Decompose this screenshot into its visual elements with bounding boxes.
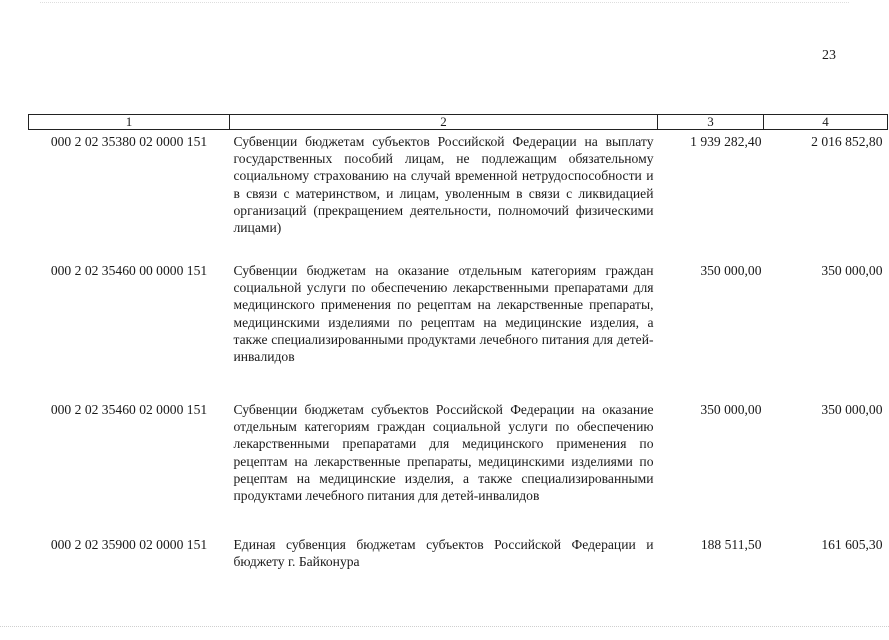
amount-col4-cell: 161 605,30	[821, 537, 883, 552]
budget-code-cell: 000 2 02 35460 02 0000 151	[50, 402, 208, 417]
budget-table	[28, 114, 888, 576]
budget-code-cell: 000 2 02 35900 02 0000 151	[50, 537, 208, 552]
description-cell: Субвенции бюджетам субъектов Российской Федерации на оказание отдельным категориям граждан социальной услуги по обеспечению лекарственными препаратами для медицинского применения по рецептам на лекарственные препараты, медицинскими изделиями по рецептам на медицинские изделия, а также специализированными продуктами лечебного питания для детей-инвалидов	[233, 402, 654, 504]
amount-col3-cell: 188 511,50	[700, 537, 762, 552]
scan-artifact-bottom	[0, 626, 889, 628]
column-header: 2	[230, 115, 658, 130]
description-cell: Субвенции бюджетам на оказание отдельным категориям граждан социальной услуги по обеспечению лекарственными препаратами для медицинского применения по рецептам на лекарственные препараты, медицинскими изделиями по рецептам на медицинские изделия, а также специализированными продуктами лечебного питания для детей-инвалидов	[233, 263, 654, 365]
table-row	[29, 398, 888, 533]
amount-col4-cell: 350 000,00	[821, 402, 883, 417]
column-header: 4	[764, 115, 888, 130]
scan-artifact-top	[40, 2, 849, 4]
description-cell: Единая субвенция бюджетам субъектов Российской Федерации и бюджету г. Байконура	[233, 537, 654, 570]
page-number: 23	[822, 48, 836, 63]
table-header-row	[29, 115, 888, 130]
budget-code-cell: 000 2 02 35380 02 0000 151	[50, 134, 208, 149]
amount-col4-cell: 2 016 852,80	[811, 134, 883, 149]
budget-code-cell: 000 2 02 35460 00 0000 151	[50, 263, 208, 278]
description-cell: Субвенции бюджетам субъектов Российской Федерации на выплату государственных пособий лицам, не подлежащим обязательному социальному страхованию на случай временной нетрудоспособности и в связи с материнством, и лицам, уволенным в связи с ликвидацией организаций (прекращением деятельности, полномочий физическими лицами)	[233, 134, 654, 236]
table-row	[29, 533, 888, 576]
amount-col4-cell: 350 000,00	[821, 263, 883, 278]
column-header: 1	[29, 115, 230, 130]
table-row	[29, 130, 888, 260]
amount-col3-cell: 350 000,00	[700, 263, 762, 278]
amount-col3-cell: 1 939 282,40	[690, 134, 762, 149]
table-row	[29, 259, 888, 398]
column-header: 3	[658, 115, 764, 130]
amount-col3-cell: 350 000,00	[700, 402, 762, 417]
